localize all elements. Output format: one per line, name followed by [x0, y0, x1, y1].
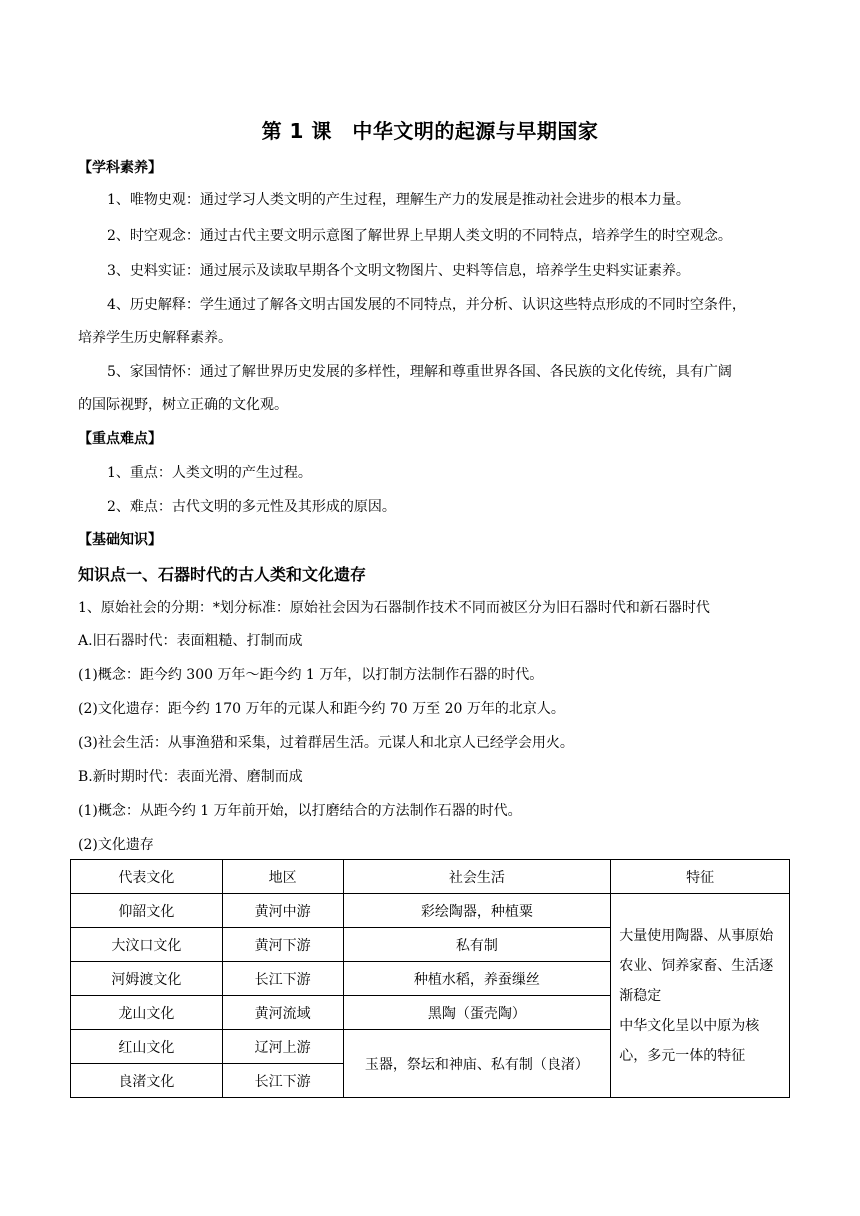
table-header-row: [71, 860, 790, 894]
basics-line-3: (1)概念：距今约 300 万年～距今约 1 万年，以打制方法制作石器的时代。: [78, 667, 544, 683]
region-cell: 黄河中游: [222, 894, 343, 928]
basics-line-5: (3)社会生活：从事渔猎和采集，过着群居生活。元谋人和北京人已经学会用火。: [78, 735, 574, 751]
feature-text-1: 大量使用陶器、从事原始农业、饲养家畜、生活逐渐稳定: [619, 927, 774, 1004]
culture-cell: 良渚文化: [71, 1064, 223, 1098]
region-cell: 长江下游: [222, 962, 343, 996]
basics-line-4: (2)文化遗存：距今约 170 万年的元谋人和距今约 70 万至 20 万年的北京人。: [78, 701, 565, 717]
literacy-item-4: 4、历史解释：学生通过了解各文明古国发展的不同特点，并分析、认识这些特点形成的不同时空条件，: [107, 297, 746, 313]
literacy-item-5-cont: 的国际视野，树立正确的文化观。: [78, 397, 288, 413]
life-cell: 玉器，祭坛和神庙、私有制（良渚）: [343, 1030, 611, 1098]
column-header: 代表文化: [71, 860, 223, 894]
feature-text-2: 中华文化呈以中原为核心，多元一体的特征: [619, 1017, 760, 1064]
column-header: 地区: [222, 860, 343, 894]
knowledge-point-1-title: 知识点一、石器时代的古人类和文化遗存: [78, 565, 367, 584]
column-header: 特征: [611, 860, 790, 894]
literacy-item-3: 3、史料实证：通过展示及读取早期各个文明文物图片、史料等信息，培养学生史料实证素养。: [107, 263, 690, 279]
life-cell: 私有制: [343, 928, 611, 962]
life-cell: 彩绘陶器，种植粟: [343, 894, 611, 928]
region-cell: 长江下游: [222, 1064, 343, 1098]
section-heading-literacy: 【学科素养】: [78, 160, 162, 176]
basics-line-1: 1、原始社会的分期：*划分标准：原始社会因为石器制作技术不同而被区分为旧石器时代和新石器时代: [78, 600, 710, 616]
literacy-item-1: 1、唯物史观：通过学习人类文明的产生过程，理解生产力的发展是推动社会进步的根本力量。: [107, 192, 690, 208]
section-heading-key: 【重点难点】: [78, 431, 162, 447]
life-cell: 种植水稻，养蚕缫丝: [343, 962, 611, 996]
life-cell: 黑陶（蛋壳陶）: [343, 996, 611, 1030]
feature-cell: [611, 894, 790, 1098]
section-heading-basics: 【基础知识】: [78, 532, 162, 548]
region-cell: 辽河上游: [222, 1030, 343, 1064]
basics-line-2: A.旧石器时代：表面粗糙、打制而成: [78, 633, 303, 649]
literacy-item-5: 5、家国情怀：通过了解世界历史发展的多样性，理解和尊重世界各国、各民族的文化传统，具有广阔: [107, 364, 732, 380]
table-row: [71, 894, 790, 928]
culture-cell: 河姆渡文化: [71, 962, 223, 996]
page-title: 第 1 课 中华文明的起源与早期国家: [261, 119, 599, 143]
culture-cell: 大汶口文化: [71, 928, 223, 962]
region-cell: 黄河流域: [222, 996, 343, 1030]
column-header: 社会生活: [343, 860, 611, 894]
key-item-2: 2、难点：古代文明的多元性及其形成的原因。: [107, 499, 396, 515]
key-item-1: 1、重点：人类文明的产生过程。: [107, 465, 312, 481]
region-cell: 黄河下游: [222, 928, 343, 962]
culture-cell: 红山文化: [71, 1030, 223, 1064]
basics-line-6: B.新时期时代：表面光滑、磨制而成: [78, 769, 303, 785]
culture-cell: 龙山文化: [71, 996, 223, 1030]
basics-line-7: (1)概念：从距今约 1 万年前开始，以打磨结合的方法制作石器的时代。: [78, 803, 522, 819]
literacy-item-2: 2、时空观念：通过古代主要文明示意图了解世界上早期人类文明的不同特点，培养学生的时空观念。: [107, 228, 732, 244]
literacy-item-4-cont: 培养学生历史解释素养。: [78, 330, 232, 346]
culture-cell: 仰韶文化: [71, 894, 223, 928]
basics-line-8: (2)文化遗存: [78, 837, 154, 853]
culture-table: [70, 859, 790, 1098]
